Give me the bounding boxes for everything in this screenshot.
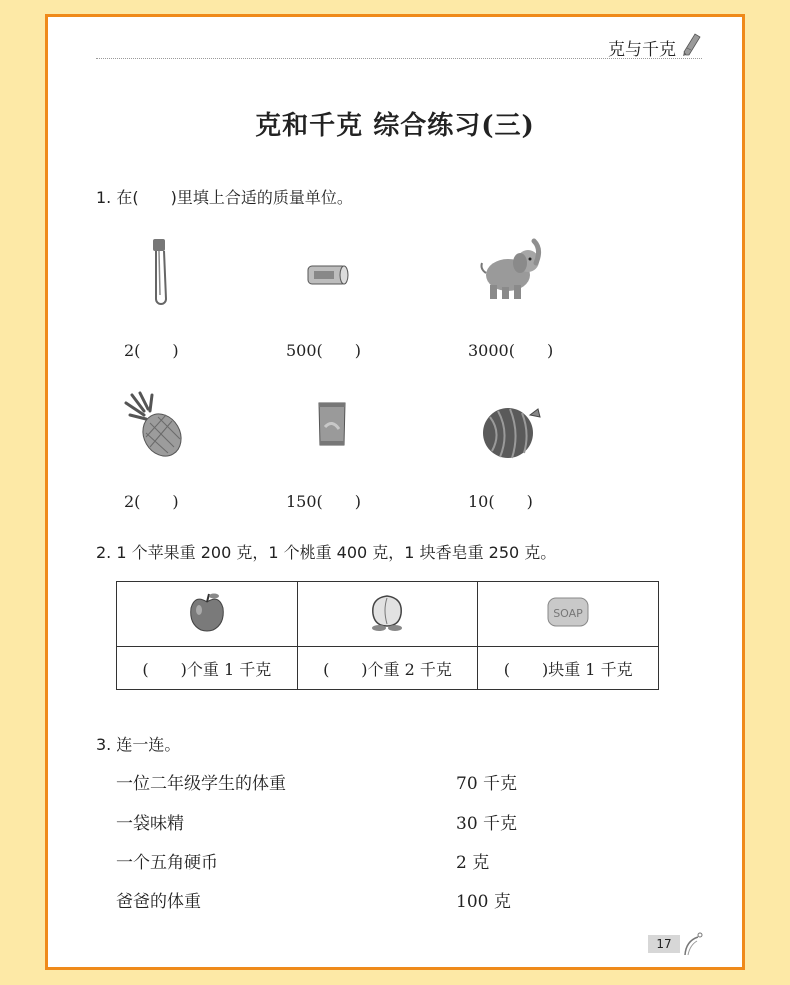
match-right-3[interactable]: 2 克	[456, 853, 490, 873]
question-2-prompt: 2. 1 个苹果重 200 克，1 个桃重 400 克，1 块香皂重 250 克。	[96, 543, 557, 562]
match-left-3[interactable]: 一个五角硬币	[116, 853, 218, 873]
peach-icon	[365, 590, 409, 634]
soap-cell	[478, 582, 659, 647]
page-title: 克和千克 综合练习(三)	[255, 111, 535, 141]
header-divider	[96, 58, 702, 59]
question-3-prompt: 3. 连一连。	[96, 735, 181, 754]
q1-answer-2[interactable]: 500( )	[286, 341, 362, 360]
soap-icon	[544, 592, 592, 632]
match-left-1[interactable]: 一位二年级学生的体重	[116, 774, 286, 794]
q1-answer-3[interactable]: 3000( )	[468, 341, 554, 360]
soap-label: SOAP	[553, 607, 583, 620]
page-number: 17	[648, 935, 680, 953]
snack-bag-icon	[316, 399, 348, 449]
q1-answer-1[interactable]: 2( )	[124, 341, 179, 360]
pineapple-icon	[124, 391, 188, 461]
pencil-icon	[680, 31, 702, 57]
question-1-prompt: 1. 在( )里填上合适的质量单位。	[96, 188, 353, 207]
match-right-4[interactable]: 100 克	[456, 892, 511, 912]
peach-cell	[297, 582, 478, 647]
match-left-2[interactable]: 一袋味精	[116, 814, 184, 834]
q1-answer-5[interactable]: 150( )	[286, 492, 362, 511]
safety-pin-icon	[146, 235, 176, 309]
worksheet-page	[45, 14, 745, 970]
match-right-1[interactable]: 70 千克	[456, 774, 518, 794]
swirl-decoration-icon	[682, 931, 704, 957]
q1-answer-4[interactable]: 2( )	[124, 492, 179, 511]
peach-answer[interactable]: ( )个重 2 千克	[297, 647, 478, 690]
match-left-4[interactable]: 爸爸的体重	[116, 892, 201, 912]
page-header	[96, 31, 702, 61]
chapter-title: 克与千克	[608, 40, 676, 60]
question-2-table	[116, 581, 659, 690]
match-right-2[interactable]: 30 千克	[456, 814, 518, 834]
food-can-icon	[306, 262, 350, 288]
apple-icon	[185, 590, 229, 634]
apple-cell	[117, 582, 298, 647]
watermelon-icon	[480, 403, 546, 459]
elephant-icon	[476, 235, 546, 305]
apple-answer[interactable]: ( )个重 1 千克	[117, 647, 298, 690]
soap-answer[interactable]: ( )块重 1 千克	[478, 647, 659, 690]
q1-answer-6[interactable]: 10( )	[468, 492, 533, 511]
